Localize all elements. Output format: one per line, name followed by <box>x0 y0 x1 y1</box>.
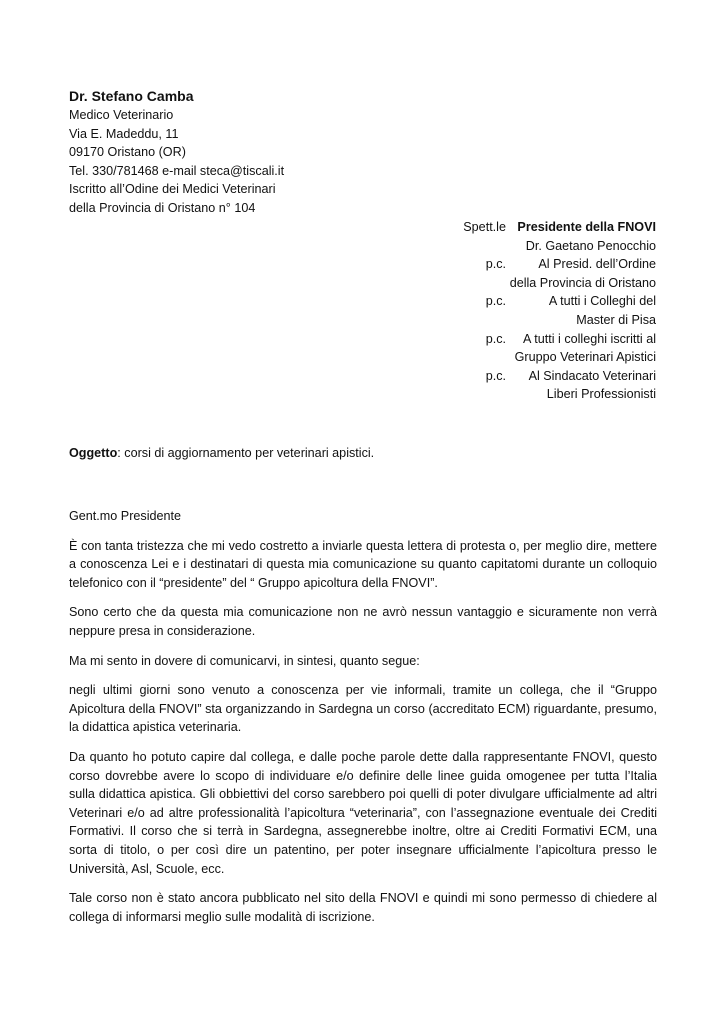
body-paragraph: Tale corso non è stato ancora pubblicato nel sito della FNOVI e quindi mi sono permesso di chiedere al collega di informarsi meglio sulle modalità di iscrizione. <box>69 891 657 924</box>
recipient-text: Liberi Professionisti <box>546 387 656 402</box>
sender-registration: Iscritto all’Odine dei Medici Veterinari <box>69 182 276 197</box>
recipient-prefix: p.c. <box>485 331 506 346</box>
recipient-text: A tutti i Colleghi del <box>548 294 656 309</box>
recipient-text: Master di Pisa <box>576 312 656 327</box>
recipient-prefix <box>430 348 510 367</box>
recipient-row <box>430 311 656 330</box>
recipient-prefix <box>430 385 510 404</box>
body-paragraph: Ma mi sento in dovere di comunicarvi, in sintesi, quanto segue: <box>69 653 420 668</box>
subject-line <box>69 444 659 463</box>
recipient-row <box>430 330 656 349</box>
subject-label: Oggetto <box>69 446 118 460</box>
recipient-row <box>430 292 656 311</box>
recipient-prefix <box>430 274 510 293</box>
salutation: Gent.mo Presidente <box>69 509 182 523</box>
recipient-row <box>430 385 656 404</box>
sender-registration-number: della Provincia di Oristano n° 104 <box>69 200 256 215</box>
recipients-block <box>430 218 656 404</box>
recipient-row <box>430 367 656 386</box>
recipient-text: Gruppo Veterinari Apistici <box>514 350 656 365</box>
sender-address: Via E. Madeddu, 11 <box>69 126 179 141</box>
recipient-row <box>430 255 656 274</box>
recipient-text: Al Presid. dell’Ordine <box>538 257 656 272</box>
sender-block <box>69 86 489 218</box>
recipient-text: Dr. Gaetano Penocchio <box>525 238 656 253</box>
subject-text: : corsi di aggiornamento per veterinari apistici. <box>117 446 375 460</box>
recipient-text: Presidente della FNOVI <box>517 220 656 234</box>
letter-body <box>69 507 657 937</box>
body-paragraph: negli ultimi giorni sono venuto a conoscenza per vie informali, tramite un collega, che il “Gruppo Apicoltura della FNOVI” sta organizzando in Sardegna un corso (accreditato ECM) riguardante, presumo, la didattica apistica veterinaria. <box>69 683 657 735</box>
sender-name: Dr. Stefano Camba <box>69 88 194 104</box>
recipient-prefix: p.c. <box>485 368 506 383</box>
recipient-prefix: Spett.le <box>463 220 506 234</box>
recipient-prefix: p.c. <box>485 294 506 309</box>
recipient-text: A tutti i colleghi iscritti al <box>523 331 656 346</box>
recipient-prefix: p.c. <box>485 257 506 272</box>
recipient-text: Al Sindacato Veterinari <box>528 368 656 383</box>
body-paragraph: È con tanta tristezza che mi vedo costretto a inviarle questa lettera di protesta o, per meglio dire, mettere a conoscenza Lei e i destinatari di questa mia comunicazione su quanto capitatomi durante un colloquio telefonico con il “presidente” del “ Gruppo apicoltura della FNOVI”. <box>69 538 657 590</box>
body-paragraph: Sono certo che da questa mia comunicazione non ne avrò nessun vantaggio e sicuramente non verrà neppure presa in considerazione. <box>69 605 657 638</box>
sender-title: Medico Veterinario <box>69 108 174 122</box>
sender-contact: Tel. 330/781468 e-mail steca@tiscali.it <box>69 163 285 178</box>
recipient-row <box>430 348 656 367</box>
recipient-prefix <box>430 311 510 330</box>
recipient-row <box>430 218 656 237</box>
recipient-row <box>430 274 656 293</box>
body-paragraph: Da quanto ho potuto capire dal collega, e dalle poche parole dette dalla rappresentante FNOVI, questo corso dovrebbe avere lo scopo di individuare e/o definire delle linee guida omogenee per tutta l’Italia sulla didattica apistica. Gli obbiettivi del corso sarebbero poi quelli di poter divulgare ufficialmente ad altri Veterinari e/o ad altre professionalità l’apicoltura “veterinaria”, con l’assegnazione eventuale dei Crediti Formativi. Il corso che si terrà in Sardegna, assegnerebbe inoltre, oltre ai Crediti Formativi ECM, una sorta di titolo, o per così dire un patentino, per poter insegnare ufficialmente l’apicoltura presso le Università, Asl, Scuole, ecc. <box>69 749 657 876</box>
recipient-text: della Provincia di Oristano <box>509 275 656 290</box>
recipient-row <box>430 237 656 256</box>
sender-city: 09170 Oristano (OR) <box>69 145 186 160</box>
recipient-prefix <box>430 237 510 256</box>
